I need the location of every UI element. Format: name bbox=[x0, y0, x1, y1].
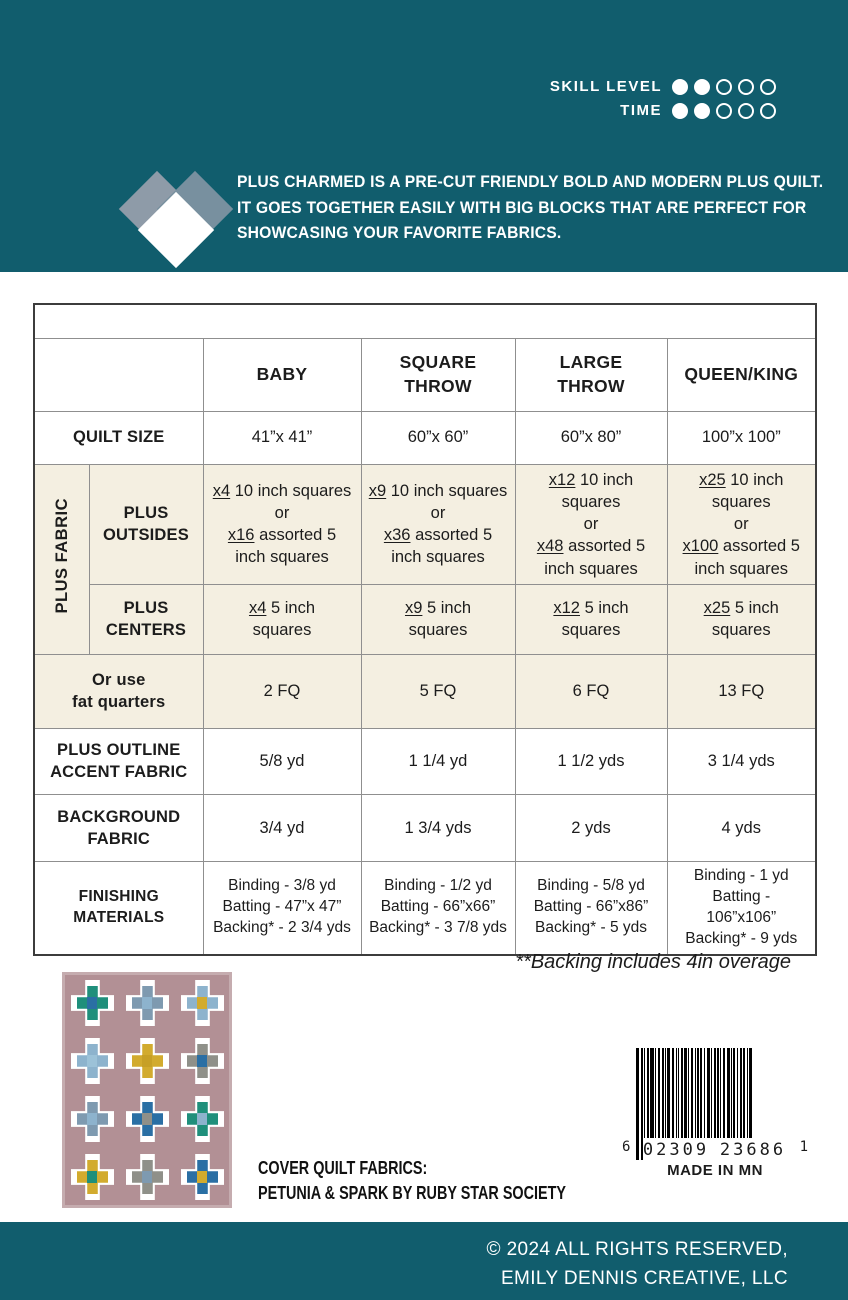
barcode-bar bbox=[707, 1048, 710, 1138]
quilt-plus-block bbox=[126, 1154, 169, 1200]
cell-finishing-large-throw: Binding - 5/8 yd Batting - 66”x86” Backing* - 5 yds bbox=[515, 861, 667, 954]
copyright-text bbox=[487, 1235, 788, 1294]
cell-quilt-size-queen-king: 100”x 100” bbox=[667, 411, 816, 464]
barcode-bar bbox=[658, 1048, 660, 1138]
row-label-fat-quarters: Or use fat quarters bbox=[34, 654, 203, 728]
cover-quilt-image bbox=[62, 972, 232, 1208]
quilt-plus-block bbox=[71, 1154, 114, 1200]
barcode-bar bbox=[688, 1048, 689, 1138]
barcode-bar bbox=[672, 1048, 674, 1138]
cover-fabrics-line2: PETUNIA & SPARK BY RUBY STAR SOCIETY bbox=[258, 1183, 567, 1204]
cell-plus-centers-square-throw: x9 5 inch squares bbox=[361, 584, 515, 654]
barcode-bar bbox=[727, 1048, 730, 1138]
cell-fat-quarters-queen-king: 13 FQ bbox=[667, 654, 816, 728]
footer-band bbox=[0, 1222, 848, 1300]
barcode-bar bbox=[655, 1048, 656, 1138]
barcode-bars bbox=[636, 1048, 794, 1160]
column-header-square-throw: SQUARE THROW bbox=[361, 338, 515, 411]
material-requirements-table bbox=[33, 303, 817, 956]
copyright-line2: EMILY DENNIS CREATIVE, LLC bbox=[500, 1268, 788, 1290]
quilt-plus-block bbox=[181, 1038, 224, 1084]
barcode-bar bbox=[723, 1048, 725, 1138]
time-dots bbox=[672, 103, 776, 119]
quilt-plus-block bbox=[71, 980, 114, 1026]
time-row bbox=[550, 102, 776, 119]
barcode-bar bbox=[650, 1048, 654, 1138]
quilt-plus-block bbox=[71, 1096, 114, 1142]
barcode-bar bbox=[678, 1048, 679, 1138]
dot-empty bbox=[760, 103, 776, 119]
quilt-plus-block bbox=[181, 1096, 224, 1142]
barcode-bar bbox=[644, 1048, 645, 1138]
cell-finishing-square-throw: Binding - 1/2 yd Batting - 66”x66” Backing* - 3 7/8 yds bbox=[361, 861, 515, 954]
barcode-bar bbox=[681, 1048, 683, 1138]
barcode-bar bbox=[700, 1048, 702, 1138]
cell-plus-outline-square-throw: 1 1/4 yd bbox=[361, 728, 515, 794]
row-label-background-fabric: BACKGROUND FABRIC bbox=[34, 794, 203, 861]
backing-footnote: **Backing includes 4in overage bbox=[515, 951, 791, 973]
heart-logo-icon bbox=[124, 168, 228, 270]
copyright-line1: © 2024 ALL RIGHTS RESERVED, bbox=[486, 1239, 788, 1260]
description-line: IT GOES TOGETHER EASILY WITH BIG BLOCKS THAT ARE PERFECT FOR bbox=[237, 198, 807, 217]
barcode-bar bbox=[665, 1048, 666, 1138]
row-label-finishing-materials: FINISHING MATERIALS bbox=[34, 861, 203, 954]
cell-plus-centers-queen-king: x25 5 inch squares bbox=[667, 584, 816, 654]
cell-plus-outsides-queen-king: x25 10 inch squares or x100 assorted 5 inch squares bbox=[667, 464, 816, 584]
cell-plus-outline-queen-king: 3 1/4 yds bbox=[667, 728, 816, 794]
barcode-bar bbox=[740, 1048, 742, 1138]
cell-background-baby: 3/4 yd bbox=[203, 794, 361, 861]
barcode-bar bbox=[662, 1048, 664, 1138]
row-label-plus-centers: PLUS CENTERS bbox=[89, 584, 203, 654]
barcode-bar bbox=[714, 1048, 716, 1138]
dot-empty bbox=[760, 79, 776, 95]
cell-plus-outline-baby: 5/8 yd bbox=[203, 728, 361, 794]
dot-empty bbox=[738, 103, 754, 119]
cell-finishing-baby: Binding - 3/8 yd Batting - 47”x 47” Backing* - 2 3/4 yds bbox=[203, 861, 361, 954]
dot-filled bbox=[694, 103, 710, 119]
cell-plus-outsides-large-throw: x12 10 inch squares or x48 assorted 5 inch squares bbox=[515, 464, 667, 584]
barcode-bar bbox=[711, 1048, 712, 1138]
cell-plus-outline-large-throw: 1 1/2 yds bbox=[515, 728, 667, 794]
dot-filled bbox=[694, 79, 710, 95]
cell-background-large-throw: 2 yds bbox=[515, 794, 667, 861]
barcode-bar bbox=[636, 1048, 639, 1160]
corner-cell bbox=[34, 338, 203, 411]
skill-level-dots bbox=[672, 79, 776, 95]
quilt-plus-block bbox=[71, 1038, 114, 1084]
barcode-bar bbox=[684, 1048, 687, 1138]
made-in-label: MADE IN MN bbox=[667, 1162, 763, 1179]
cell-plus-centers-large-throw: x12 5 inch squares bbox=[515, 584, 667, 654]
dot-filled bbox=[672, 79, 688, 95]
cell-finishing-queen-king: Binding - 1 yd Batting - 106”x106” Backing* - 9 yds bbox=[667, 861, 816, 954]
row-label-plus-outsides: PLUS OUTSIDES bbox=[89, 464, 203, 584]
barcode-bar bbox=[731, 1048, 732, 1138]
cell-background-square-throw: 1 3/4 yds bbox=[361, 794, 515, 861]
quilt-plus-block bbox=[126, 1038, 169, 1084]
cell-quilt-size-large-throw: 60”x 80” bbox=[515, 411, 667, 464]
header-band bbox=[0, 0, 848, 272]
cell-plus-centers-baby: x4 5 inch squares bbox=[203, 584, 361, 654]
quilt-plus-block bbox=[126, 980, 169, 1026]
barcode-bar bbox=[717, 1048, 719, 1138]
cell-plus-outsides-square-throw: x9 10 inch squares or x36 assorted 5 inch squares bbox=[361, 464, 515, 584]
skill-level-row bbox=[550, 78, 776, 95]
barcode-right-digit: 1 bbox=[799, 1139, 808, 1155]
barcode-bar bbox=[647, 1048, 649, 1138]
description-line: PLUS CHARMED IS A PRE-CUT FRIENDLY BOLD AND MODERN PLUS QUILT. bbox=[237, 173, 824, 191]
dot-empty bbox=[738, 79, 754, 95]
column-header-baby: BABY bbox=[203, 338, 361, 411]
upc-barcode bbox=[622, 1048, 808, 1179]
row-label-quilt-size: QUILT SIZE bbox=[34, 411, 203, 464]
pattern-description bbox=[237, 170, 837, 247]
cell-fat-quarters-baby: 2 FQ bbox=[203, 654, 361, 728]
dot-empty bbox=[716, 103, 732, 119]
barcode-left-digit: 6 bbox=[622, 1139, 631, 1155]
cell-plus-outsides-baby: x4 10 inch squares or x16 assorted 5 inch squares bbox=[203, 464, 361, 584]
barcode-bar bbox=[676, 1048, 677, 1138]
cell-fat-quarters-square-throw: 5 FQ bbox=[361, 654, 515, 728]
description-line: SHOWCASING YOUR FAVORITE FABRICS. bbox=[237, 224, 562, 243]
barcode-bar bbox=[667, 1048, 670, 1138]
row-group-label-plus-fabric: PLUS FABRIC bbox=[34, 464, 89, 654]
dot-empty bbox=[716, 79, 732, 95]
quilt-plus-block bbox=[126, 1096, 169, 1142]
barcode-bar bbox=[743, 1048, 745, 1138]
skill-level-label: SKILL LEVEL bbox=[549, 78, 662, 95]
barcode-bar bbox=[691, 1048, 693, 1138]
barcode-group2: 23686 bbox=[719, 1140, 787, 1160]
barcode-bar bbox=[733, 1048, 735, 1138]
column-header-queen-king: QUEEN/KING bbox=[667, 338, 816, 411]
column-header-large-throw: LARGE THROW bbox=[515, 338, 667, 411]
quilt-plus-block bbox=[181, 980, 224, 1026]
cell-fat-quarters-large-throw: 6 FQ bbox=[515, 654, 667, 728]
cell-background-queen-king: 4 yds bbox=[667, 794, 816, 861]
cell-quilt-size-square-throw: 60”x 60” bbox=[361, 411, 515, 464]
barcode-bar bbox=[704, 1048, 705, 1138]
quilt-plus-block bbox=[181, 1154, 224, 1200]
row-label-plus-outline: PLUS OUTLINE ACCENT FABRIC bbox=[34, 728, 203, 794]
dot-filled bbox=[672, 103, 688, 119]
time-label: TIME bbox=[620, 102, 662, 119]
cover-fabrics-line1: COVER QUILT FABRICS: bbox=[258, 1158, 428, 1178]
cover-fabrics-caption bbox=[258, 1156, 643, 1206]
table-title: MATERIAL REQUIREMENTS bbox=[34, 304, 816, 338]
barcode-bar bbox=[720, 1048, 721, 1138]
barcode-group1: 02309 bbox=[642, 1140, 710, 1160]
cell-quilt-size-baby: 41”x 41” bbox=[203, 411, 361, 464]
rating-block bbox=[550, 78, 776, 126]
barcode-bar bbox=[737, 1048, 738, 1138]
